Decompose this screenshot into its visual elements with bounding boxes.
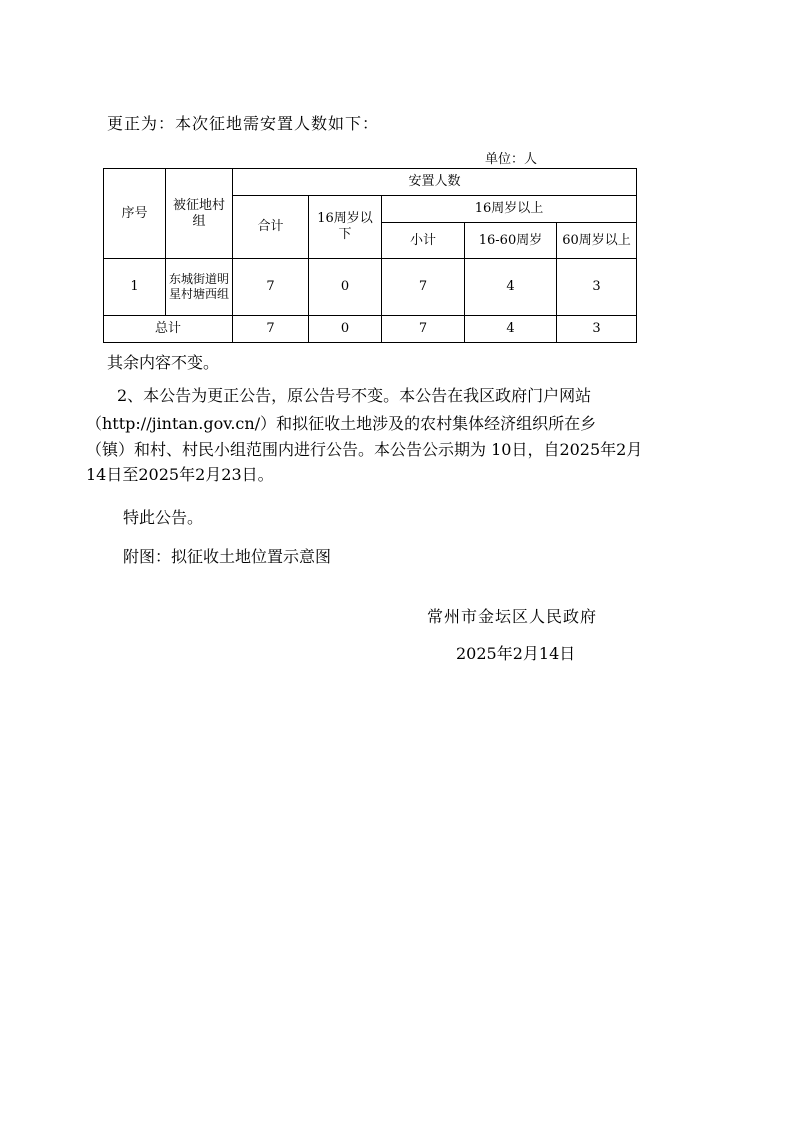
header-over16: 16周岁以上 [382, 196, 637, 223]
table-row [104, 259, 637, 316]
row-age16-60: 4 [465, 259, 557, 316]
sum-row [104, 316, 637, 343]
para2-line2: （http://jintan.gov.cn/）和拟征收土地涉及的农村集体经济组织所在乡 [86, 414, 597, 433]
sum-age16-60: 4 [465, 316, 557, 343]
header-under16: 16周岁以下 [309, 196, 382, 259]
header-village: 被征地村组 [166, 169, 233, 259]
row-total: 7 [233, 259, 309, 316]
row-under16: 0 [309, 259, 382, 316]
attachment-note: 附图：拟征收土地位置示意图 [123, 547, 332, 566]
para2-line4: 14日至2025年2月23日。 [86, 465, 274, 484]
placement-table [103, 168, 637, 343]
sum-under16: 0 [309, 316, 382, 343]
row-over60: 3 [557, 259, 637, 316]
para2-line1: 2、本公告为更正公告，原公告号不变。本公告在我区政府门户网站 [117, 386, 592, 405]
header-over60: 60周岁以上 [557, 223, 637, 259]
header-placement: 安置人数 [233, 169, 637, 196]
correction-intro: 更正为：本次征地需安置人数如下： [107, 114, 380, 133]
signature-org: 常州市金坛区人民政府 [427, 607, 598, 626]
unit-label: 单位：人 [485, 152, 538, 167]
header-seq: 序号 [104, 169, 166, 259]
sum-total: 7 [233, 316, 309, 343]
sum-subtotal: 7 [382, 316, 465, 343]
row-village: 东城街道明星村塘西组 [166, 259, 233, 316]
row-subtotal: 7 [382, 259, 465, 316]
header-total: 合计 [233, 196, 309, 259]
sum-label: 总计 [104, 316, 233, 343]
row-seq: 1 [104, 259, 166, 316]
header-age16-60: 16-60周岁 [465, 223, 557, 259]
para2-line3: （镇）和村、村民小组范围内进行公告。本公告公示期为 10日，自2025年2月 [86, 440, 643, 459]
signature-date: 2025年2月14日 [456, 644, 576, 663]
rest-unchanged: 其余内容不变。 [107, 353, 220, 372]
sum-over60: 3 [557, 316, 637, 343]
notice-end: 特此公告。 [123, 508, 204, 527]
header-subtotal: 小计 [382, 223, 465, 259]
